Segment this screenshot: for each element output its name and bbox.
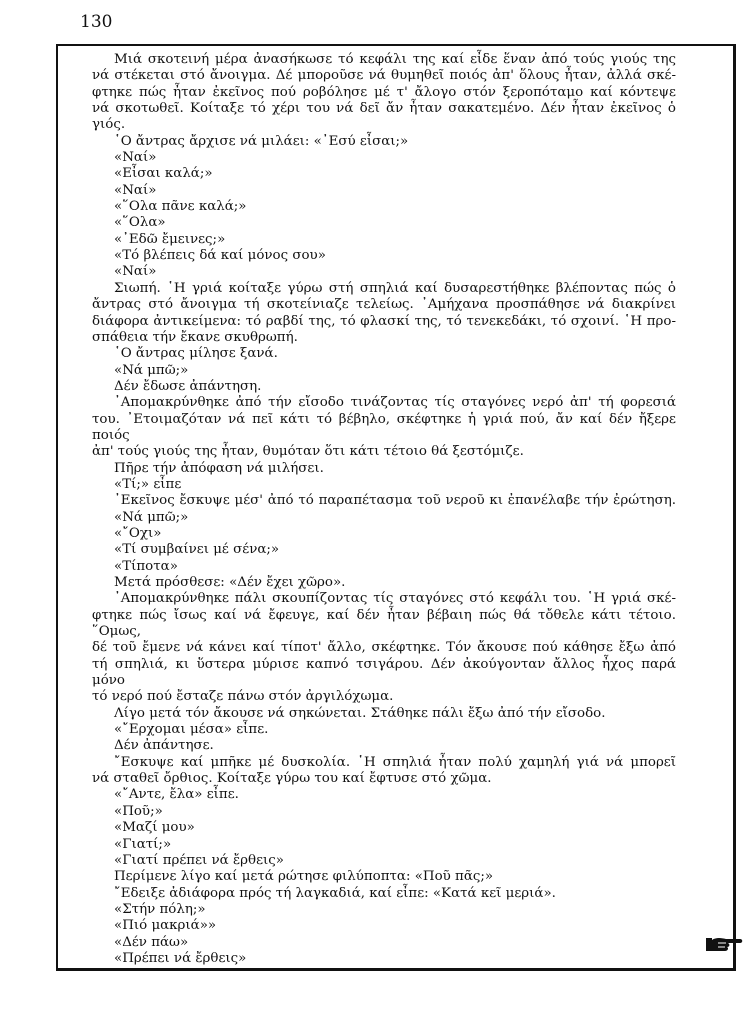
text-line: «Γιατί;» [114, 836, 172, 852]
text-line: «Τίποτα» [114, 558, 178, 574]
text-line: ἄντρας στό ἄνοιγμα τή σκοτείνιαζε τελείως. ᾿Αμήχανα προσπάθησε νά διακρίνει [92, 297, 676, 313]
text-line: διάφορα ἀντικείμενα: τό ραβδί της, τό φλασκί της, τό τενεκεδάκι, τό σχοινί. ῾Η προ- [92, 313, 676, 329]
text-line: ᾿Απομακρύνθηκε ἀπό τήν εἴσοδο τινάζοντας τίς σταγόνες νερό ἀπ' τή φορεσιά [114, 395, 676, 411]
text-line: «῎Ερχομαι μέσα» εἶπε. [114, 722, 269, 738]
text-line: Μετά πρόσθεσε: «Δέν ἔχει χῶρο». [114, 575, 346, 590]
text-line: ῎Εδειξε ἀδιάφορα πρός τή λαγκαδιά, καί εἶπε: «Κατά κεῖ μεριά». [114, 885, 556, 901]
text-line: Λίγο μετά τόν ἄκουσε νά σηκώνεται. Στάθηκε πάλι ἔξω ἀπό τήν εἴσοδο. [114, 705, 606, 721]
body-text [92, 52, 676, 967]
text-line: «Νά μπῶ;» [114, 362, 189, 378]
text-line: Πῆρε τήν ἀπόφαση νά μιλήσει. [114, 460, 324, 476]
text-line: «Μαζί μου» [114, 820, 195, 836]
text-line: «Τί;» εἶπε [114, 476, 182, 492]
text-line: Περίμενε λίγο καί μετά ρώτησε φιλύποπτα: «Ποῦ πᾶς;» [114, 869, 494, 885]
page-number: 130 [80, 12, 113, 32]
text-line: Σιωπή. ῾Η γριά κοίταξε γύρω στή σπηλιά καί δυσαρεστήθηκε βλέποντας πώς ὁ [114, 280, 676, 296]
text-line: «῎Αντε, ἔλα» εἶπε. [114, 787, 239, 803]
text-line: ᾿Απομακρύνθηκε πάλι σκουπίζοντας τίς σταγόνες στό κεφάλι του. ῾Η γριά σκέ- [114, 591, 676, 607]
text-line: «Ναί» [114, 182, 157, 198]
text-line: ᾿Εκεῖνος ἔσκυψε μέσ' ἀπό τό παραπέτασμα τοῦ νεροῦ κι ἐπανέλαβε τήν ἐρώτηση. [114, 493, 676, 509]
text-line: φτηκε πώς ἦταν ἐκεῖνος πού ροβόλησε μέ τ' ἄλογο στόν ξεροπόταμο καί κόντεψε [92, 84, 676, 100]
text-line: δέ τοῦ ἔμενε νά κάνει καί τίποτ' ἄλλο, σκέφτηκε. Τόν ἄκουσε πού κάθησε ἔξω ἀπό [92, 640, 676, 656]
text-line: νά στέκεται στό ἄνοιγμα. Δέ μποροῦσε νά θυμηθεῖ ποιός ἀπ' ὅλους ἦταν, ἀλλά σκέ- [92, 68, 676, 84]
text-line: «῎Οχι» [114, 525, 162, 541]
text-line: «᾿Εδῶ ἔμεινες;» [114, 231, 226, 247]
text-line: Μιά σκοτεινή μέρα ἀνασήκωσε τό κεφάλι της καί εἶδε ἕναν ἀπό τούς γιούς της [114, 52, 676, 67]
text-line: τή σπηλιά, κι ὕστερα μύρισε καπνό τσιγάρου. Δέν ἀκούγονταν ἄλλος ἦχος παρά μόνο [92, 656, 676, 689]
text-line: «Ναί» [114, 264, 157, 280]
text-line: «Εἶσαι καλά;» [114, 166, 213, 182]
text-line: τό νερό πού ἔσταζε πάνω στόν ἀργιλόχωμα. [92, 689, 394, 705]
text-line: ῾Ο ἄντρας ἄρχισε νά μιλάει: «᾿Εσύ εἶσαι;» [114, 133, 409, 149]
text-line: φτηκε πώς ἴσως καί νά ἔφευγε, καί δέν ἦταν βέβαιη πώς θά τὄθελε κάτι τέτοιο. ῞Ομως, [92, 607, 676, 640]
text-line: «Πρέπει νά ἔρθεις» [114, 950, 247, 966]
text-line: «Δέν πάω» [114, 934, 189, 950]
text-line: νά σταθεῖ ὄρθιος. Κοίταξε γύρω του καί ἔφτυσε στό χῶμα. [92, 771, 492, 787]
text-line: «Ναί» [114, 150, 157, 166]
text-line: «Στήν πόλη;» [114, 901, 206, 917]
text-line: «Ποῦ;» [114, 803, 163, 819]
text-line: «Πιό μακριά»» [114, 918, 217, 934]
text-line: «Τό βλέπεις δά καί μόνος σου» [114, 248, 326, 264]
text-line: «῞Ολα» [114, 215, 166, 231]
text-line: ῎Εσκυψε καί μπῆκε μέ δυσκολία. ῾Η σπηλιά ἦταν πολύ χαμηλή γιά νά μπορεῖ [114, 754, 676, 770]
text-line: νά σκοτωθεῖ. Κοίταξε τό χέρι του νά δεῖ ἄν ἦταν σακατεμένο. Δέν ἦταν ἐκεῖνος ὁ γιός. [92, 101, 676, 133]
text-line: ῾Ο ἄντρας μίλησε ξανά. [114, 346, 278, 362]
text-line: «Γιατί πρέπει νά ἔρθεις» [114, 852, 284, 868]
text-line: του. ᾿Ετοιμαζόταν νά πεῖ κάτι τό βέβηλο, σκέφτηκε ἡ γριά πού, ἄν καί δέν ἤξερε ποιός [92, 411, 676, 443]
text-line: «῞Ολα πᾶνε καλά;» [114, 199, 247, 215]
text-line: Δέν ἀπάντησε. [114, 738, 214, 754]
text-line: ἀπ' τούς γιούς της ἦταν, θυμόταν ὅτι κάτι τέτοιο θά ξεστόμιζε. [92, 444, 524, 460]
text-line: Δέν ἔδωσε ἀπάντηση. [114, 378, 262, 394]
pointing-hand-icon [704, 934, 744, 954]
text-line: «Νά μπῶ;» [114, 509, 189, 525]
text-line: σπάθεια τήν ἔκανε σκυθρωπή. [92, 329, 298, 345]
text-line: «Τί συμβαίνει μέ σένα;» [114, 542, 280, 558]
